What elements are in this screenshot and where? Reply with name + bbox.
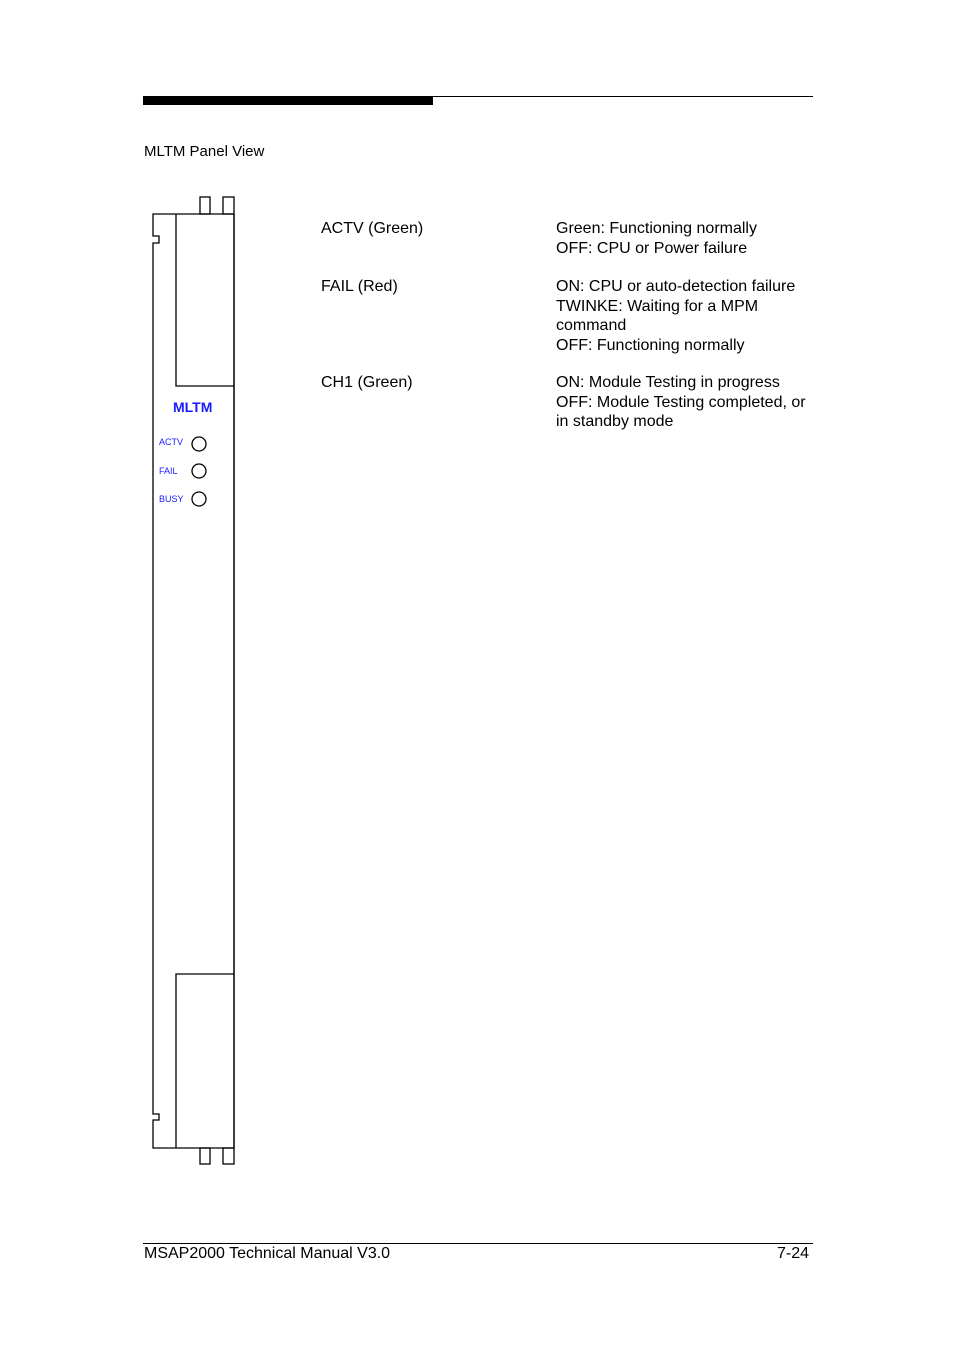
footer-page-number: 7-24	[776, 1245, 809, 1262]
indicator-state-line: command	[556, 317, 627, 334]
panel-led-label-busy: BUSY	[159, 494, 184, 504]
bottom-connector-left	[200, 1148, 210, 1164]
footer-manual-title: MSAP2000 Technical Manual V3.0	[144, 1245, 391, 1262]
top-connector-left	[200, 197, 210, 214]
top-connector-right	[223, 197, 234, 214]
led-busy-icon	[192, 492, 206, 506]
panel-led-label-fail: FAIL	[159, 466, 178, 476]
indicator-state-line: TWINKE: Waiting for a MPM	[556, 297, 759, 315]
indicator-led-name: CH1 (Green)	[321, 374, 413, 391]
indicator-state-line: OFF: Functioning normally	[556, 336, 745, 354]
indicator-state-line: OFF: CPU or Power failure	[556, 239, 748, 257]
mltm-panel-diagram	[145, 190, 270, 1170]
top-handle	[176, 214, 234, 386]
panel-led-label-actv: ACTV	[159, 437, 184, 447]
bottom-handle	[176, 974, 234, 1148]
indicator-led-name: FAIL (Red)	[321, 278, 398, 295]
led-actv-icon	[192, 437, 206, 451]
indicator-states	[556, 219, 757, 258]
indicator-states	[556, 277, 795, 355]
led-fail-icon	[192, 464, 206, 478]
indicator-state-line: Green: Functioning normally	[556, 220, 757, 237]
indicator-led-name: ACTV (Green)	[321, 220, 424, 237]
footer-rule	[143, 1243, 813, 1244]
panel-module-name: MLTM	[173, 399, 213, 415]
indicator-state-line: ON: Module Testing in progress	[556, 374, 780, 391]
faceplate-outline	[153, 214, 234, 1148]
indicator-state-line: ON: CPU or auto-detection failure	[556, 278, 796, 295]
section-title: MLTM Panel View	[144, 143, 265, 160]
bottom-connector-right	[223, 1148, 234, 1164]
indicator-state-line: in standby mode	[556, 413, 674, 430]
header-rule-thick	[143, 96, 433, 105]
indicator-states	[556, 373, 806, 432]
indicator-state-line: OFF: Module Testing completed, or	[556, 393, 806, 411]
